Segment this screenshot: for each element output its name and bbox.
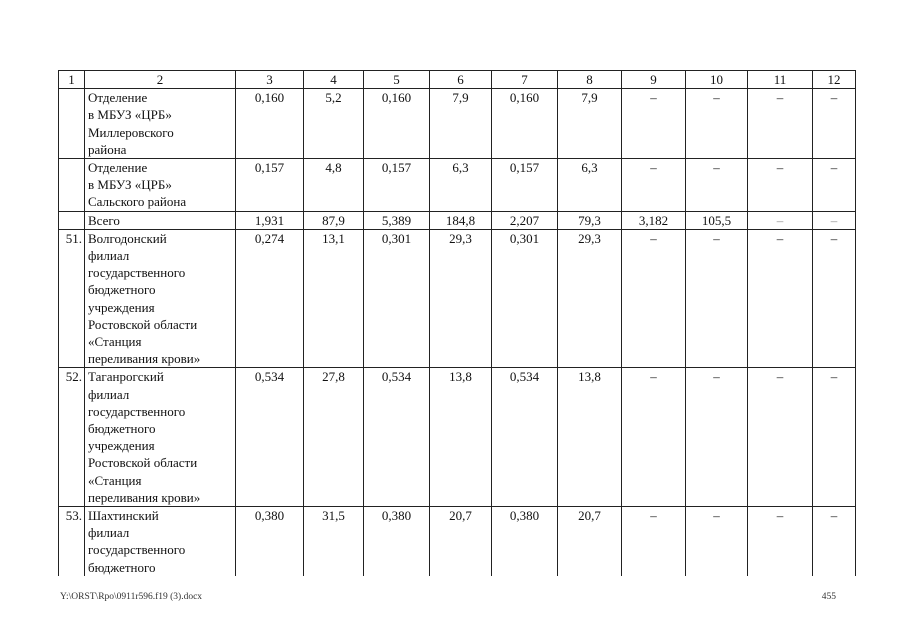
value-cell: 0,380	[236, 507, 304, 576]
table-row	[59, 507, 856, 576]
value-cell: 87,9	[304, 211, 364, 229]
value-cell: 0,274	[236, 229, 304, 368]
value-cell: 0,534	[236, 368, 304, 507]
row-number-cell: 52.	[59, 368, 85, 507]
column-number-cell: 9	[622, 71, 686, 89]
value-cell: –	[686, 507, 748, 576]
footer-page-number: 455	[821, 592, 836, 602]
institution-name-cell: Отделение в МБУЗ «ЦРБ» Миллеровского района	[85, 89, 236, 159]
value-cell: –	[813, 229, 856, 368]
value-cell: 105,5	[686, 211, 748, 229]
row-number-cell: 53.	[59, 507, 85, 576]
value-cell: 0,534	[492, 368, 558, 507]
value-cell: 0,160	[364, 89, 430, 159]
institution-name-cell: Волгодонский филиал государственного бюджетного учреждения Ростовской области «Станция переливания крови»	[85, 229, 236, 368]
value-cell: 31,5	[304, 507, 364, 576]
value-cell: 20,7	[558, 507, 622, 576]
value-cell: –	[686, 89, 748, 159]
value-cell: –	[813, 368, 856, 507]
value-cell: –	[622, 229, 686, 368]
row-number-cell: 51.	[59, 229, 85, 368]
table-body	[59, 71, 856, 576]
value-cell: –	[748, 89, 813, 159]
value-cell: –	[622, 507, 686, 576]
column-number-cell: 3	[236, 71, 304, 89]
row-number-cell	[59, 211, 85, 229]
table-row	[59, 211, 856, 229]
column-number-cell: 10	[686, 71, 748, 89]
value-cell: 2,207	[492, 211, 558, 229]
value-cell: 20,7	[430, 507, 492, 576]
value-cell: 0,160	[236, 89, 304, 159]
value-cell: 29,3	[558, 229, 622, 368]
value-cell: –	[622, 159, 686, 212]
value-cell: –	[813, 211, 856, 229]
value-cell: 0,301	[364, 229, 430, 368]
value-cell: –	[748, 211, 813, 229]
value-cell: 3,182	[622, 211, 686, 229]
value-cell: –	[813, 89, 856, 159]
value-cell: 1,931	[236, 211, 304, 229]
column-number-cell: 2	[85, 71, 236, 89]
value-cell: 7,9	[558, 89, 622, 159]
value-cell: –	[748, 159, 813, 212]
table-row	[59, 229, 856, 368]
footer-file-path: Y:\ORST\Rpo\0911r596.f19 (3).docx	[60, 592, 203, 602]
institution-name-cell: Всего	[85, 211, 236, 229]
value-cell: –	[748, 368, 813, 507]
value-cell: 0,380	[364, 507, 430, 576]
value-cell: 184,8	[430, 211, 492, 229]
column-number-cell: 8	[558, 71, 622, 89]
column-number-cell: 11	[748, 71, 813, 89]
value-cell: 13,8	[430, 368, 492, 507]
value-cell: –	[686, 229, 748, 368]
value-cell: 29,3	[430, 229, 492, 368]
table-row	[59, 159, 856, 212]
table-row	[59, 368, 856, 507]
institution-name-cell: Отделение в МБУЗ «ЦРБ» Сальского района	[85, 159, 236, 212]
row-number-cell	[59, 89, 85, 159]
value-cell: 5,389	[364, 211, 430, 229]
value-cell: 7,9	[430, 89, 492, 159]
value-cell: 27,8	[304, 368, 364, 507]
value-cell: –	[622, 89, 686, 159]
column-number-cell: 7	[492, 71, 558, 89]
value-cell: 0,157	[236, 159, 304, 212]
column-number-cell: 4	[304, 71, 364, 89]
value-cell: 6,3	[558, 159, 622, 212]
value-cell: –	[622, 368, 686, 507]
value-cell: 13,1	[304, 229, 364, 368]
value-cell: –	[686, 368, 748, 507]
value-cell: 0,160	[492, 89, 558, 159]
value-cell: 13,8	[558, 368, 622, 507]
value-cell: –	[813, 159, 856, 212]
value-cell: 0,157	[364, 159, 430, 212]
column-number-cell: 5	[364, 71, 430, 89]
institution-name-cell: Шахтинский филиал государственного бюджетного	[85, 507, 236, 576]
value-cell: 0,534	[364, 368, 430, 507]
value-cell: 0,380	[492, 507, 558, 576]
value-cell: –	[813, 507, 856, 576]
value-cell: 0,301	[492, 229, 558, 368]
value-cell: –	[748, 507, 813, 576]
value-cell: 4,8	[304, 159, 364, 212]
column-number-cell: 6	[430, 71, 492, 89]
institution-name-cell: Таганрогский филиал государственного бюджетного учреждения Ростовской области «Станция переливания крови»	[85, 368, 236, 507]
value-cell: 79,3	[558, 211, 622, 229]
row-number-cell	[59, 159, 85, 212]
value-cell: –	[686, 159, 748, 212]
value-cell: 5,2	[304, 89, 364, 159]
table-row	[59, 89, 856, 159]
value-cell: –	[748, 229, 813, 368]
data-table	[58, 70, 856, 576]
column-number-cell: 12	[813, 71, 856, 89]
value-cell: 6,3	[430, 159, 492, 212]
column-number-row	[59, 71, 856, 89]
column-number-cell: 1	[59, 71, 85, 89]
value-cell: 0,157	[492, 159, 558, 212]
